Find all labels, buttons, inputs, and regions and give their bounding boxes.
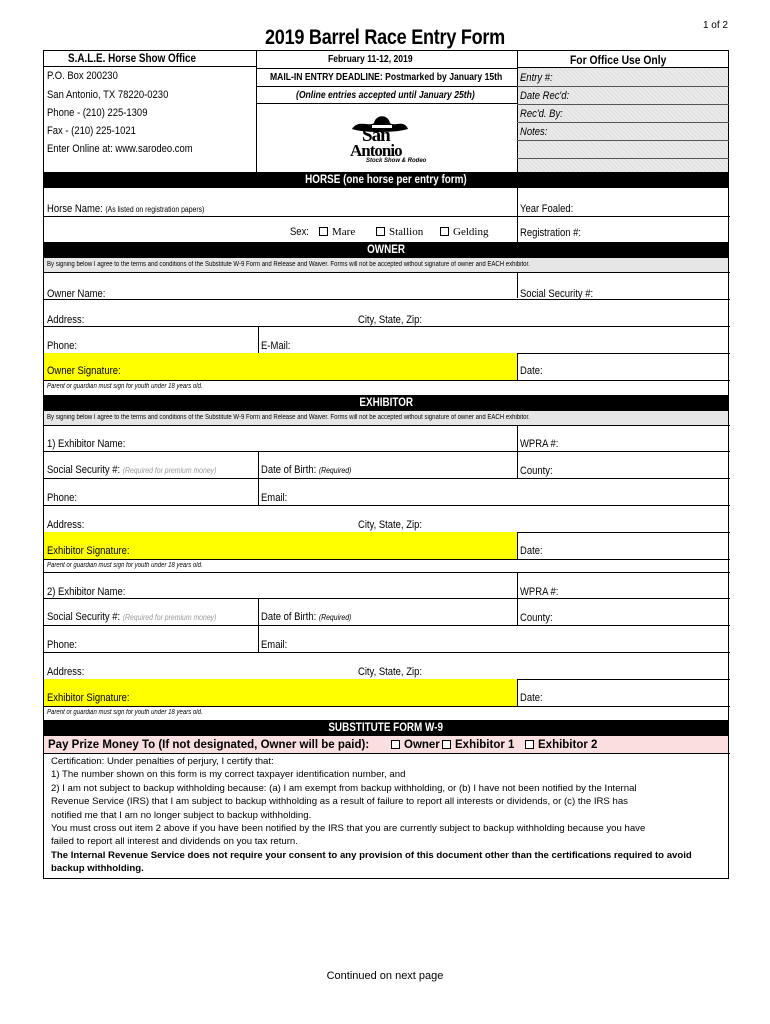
- horse-name-field[interactable]: Horse Name: (As listed on registration papers): [47, 203, 205, 215]
- office-line: P.O. Box 200230: [47, 70, 118, 82]
- logo-word-antonio: Antonio: [350, 141, 402, 160]
- office-line: Fax - (210) 225-1021: [47, 125, 136, 137]
- exhibitor-2-date-field[interactable]: Date:: [520, 692, 543, 704]
- exhibitor-1-county-field[interactable]: County:: [520, 465, 553, 477]
- cert-bold-line: backup withholding.: [51, 863, 144, 875]
- certification-text: [51, 755, 720, 876]
- exhibitor-1-name-field[interactable]: 1) Exhibitor Name:: [47, 438, 126, 450]
- office-website[interactable]: Enter Online at: www.sarodeo.com: [47, 143, 193, 155]
- owner-address-field[interactable]: Address:: [47, 314, 85, 326]
- exhibitor-2-ssn-field[interactable]: Social Security #: (Required for premium money): [47, 611, 217, 623]
- deadline-text: MAIL-IN ENTRY DEADLINE: Postmarked by January 15th: [270, 72, 503, 83]
- exhibitor-2-wpra-field[interactable]: WPRA #:: [520, 586, 559, 598]
- office-line: San Antonio, TX 78220-0230: [47, 89, 169, 101]
- owner-date-field[interactable]: Date:: [520, 365, 543, 377]
- owner-signature-label: Owner Signature:: [47, 365, 121, 377]
- owner-email-field[interactable]: E-Mail:: [261, 340, 291, 352]
- event-dates: February 11-12, 2019: [328, 54, 413, 65]
- sex-option-stallion[interactable]: Stallion: [376, 226, 423, 238]
- office-line: Phone - (210) 225-1309: [47, 107, 148, 119]
- exhibitor-2-city-field[interactable]: City, State, Zip:: [358, 666, 422, 678]
- checkbox-icon: [440, 227, 449, 236]
- registration-field[interactable]: Registration #:: [520, 227, 582, 239]
- owner-ssn-field[interactable]: Social Security #:: [520, 288, 594, 300]
- office-use-heading: For Office Use Only: [570, 53, 667, 67]
- cert-line: Certification: Under penalties of perjury, I certify that:: [51, 756, 274, 767]
- exhibitor-2-address-field[interactable]: Address:: [47, 666, 85, 678]
- exhibitor-2-dob-field[interactable]: Date of Birth: (Required): [261, 611, 352, 623]
- checkbox-icon: [442, 740, 451, 749]
- checkbox-icon: [376, 227, 385, 236]
- sex-option-mare[interactable]: Mare: [319, 226, 355, 238]
- logo-tagline: Stock Show & Rodeo: [366, 158, 427, 164]
- entry-number-label: Entry #:: [520, 72, 553, 84]
- exhibitor-2-guardian-note: Parent or guardian must sign for youth under 18 years old.: [47, 709, 203, 716]
- pay-option-owner[interactable]: Owner: [391, 739, 440, 751]
- sex-option-gelding[interactable]: Gelding: [440, 226, 488, 238]
- horse-section-bar: HORSE (one horse per entry form): [44, 172, 728, 188]
- exhibitor-1-dob-field[interactable]: Date of Birth: (Required): [261, 464, 352, 476]
- exhibitor-1-wpra-field[interactable]: WPRA #:: [520, 438, 559, 450]
- year-foaled-field[interactable]: Year Foaled:: [520, 203, 574, 215]
- notes-label: Notes:: [520, 126, 548, 138]
- exhibitor-1-city-field[interactable]: City, State, Zip:: [358, 519, 422, 531]
- exhibitor-section-bar: EXHIBITOR: [44, 395, 728, 411]
- exhibitor-2-name-field[interactable]: 2) Exhibitor Name:: [47, 586, 126, 598]
- sex-label: Sex:: [290, 226, 309, 238]
- cert-line: Revenue Service (IRS) that I am subject to backup withholding as a result of failure to report all interests or dividends, or (c) the IRS has: [51, 796, 628, 808]
- pay-prize-label: Pay Prize Money To (If not designated, Owner will be paid):: [48, 739, 370, 751]
- checkbox-icon: [319, 227, 328, 236]
- exhibitor-2-county-field[interactable]: County:: [520, 612, 553, 624]
- exhibitor-2-email-field[interactable]: Email:: [261, 639, 288, 651]
- checkbox-icon: [525, 740, 534, 749]
- cert-line: 2) I am not subject to backup withholding because: (a) I am exempt from backup withholding, or (b) I have not been notified by the Internal: [51, 782, 637, 794]
- cert-line: failed to report all interest and dividends on you tax return.: [51, 836, 298, 848]
- cert-line: notified me that I am no longer subject to backup withholding.: [51, 809, 312, 821]
- form-title: 2019 Barrel Race Entry Form: [265, 26, 505, 49]
- san-antonio-logo: [346, 109, 456, 169]
- cert-bold-line: The Internal Revenue Service does not require your consent to any provision of this document other than the certifications required to avoid: [51, 849, 692, 861]
- owner-guardian-note: Parent or guardian must sign for youth under 18 years old.: [47, 383, 203, 390]
- date-received-label: Date Rec'd:: [520, 90, 570, 102]
- cert-line: 1) The number shown on this form is my correct taxpayer identification number, and: [51, 769, 406, 781]
- owner-city-field[interactable]: City, State, Zip:: [358, 314, 422, 326]
- exhibitor-1-signature-label: Exhibitor Signature:: [47, 545, 130, 557]
- exhibitor-2-signature-label: Exhibitor Signature:: [47, 692, 130, 704]
- cert-line: You must cross out item 2 above if you have been notified by the IRS that you are currently subject to backup withholding because you have: [51, 823, 646, 835]
- owner-name-field[interactable]: Owner Name:: [47, 288, 106, 300]
- page-number: 1 of 2: [702, 20, 728, 31]
- owner-phone-field[interactable]: Phone:: [47, 340, 77, 352]
- exhibitor-2-phone-field[interactable]: Phone:: [47, 639, 77, 651]
- exhibitor-1-date-field[interactable]: Date:: [520, 545, 543, 557]
- online-note: (Online entries accepted until January 25th): [296, 90, 475, 101]
- exhibitor-agreement-text: By signing below I agree to the terms and conditions of the Substitute W-9 Form and Release and Waiver. Forms will not be accepted without signature of owner and EACH exhibitor.: [47, 414, 530, 421]
- exhibitor-1-phone-field[interactable]: Phone:: [47, 492, 77, 504]
- pay-option-exhibitor-2[interactable]: Exhibitor 2: [525, 739, 597, 751]
- logo-word-san: San: [362, 125, 390, 146]
- exhibitor-1-guardian-note: Parent or guardian must sign for youth under 18 years old.: [47, 562, 203, 569]
- office-heading: S.A.L.E. Horse Show Office: [68, 53, 197, 65]
- exhibitor-1-email-field[interactable]: Email:: [261, 492, 288, 504]
- pay-option-exhibitor-1[interactable]: Exhibitor 1: [442, 739, 514, 751]
- exhibitor-1-ssn-field[interactable]: Social Security #: (Required for premium money): [47, 464, 217, 476]
- continued-note: Continued on next page: [326, 970, 444, 982]
- w9-section-bar: SUBSTITUTE FORM W-9: [44, 720, 728, 736]
- checkbox-icon: [391, 740, 400, 749]
- received-by-label: Rec'd. By:: [520, 108, 563, 120]
- owner-section-bar: OWNER: [44, 242, 728, 258]
- entry-form: [43, 50, 729, 879]
- owner-agreement-text: By signing below I agree to the terms and conditions of the Substitute W-9 Form and Release and Waiver. Forms will not be accepted without signature of owner and EACH exhibitor.: [47, 261, 530, 268]
- exhibitor-1-address-field[interactable]: Address:: [47, 519, 85, 531]
